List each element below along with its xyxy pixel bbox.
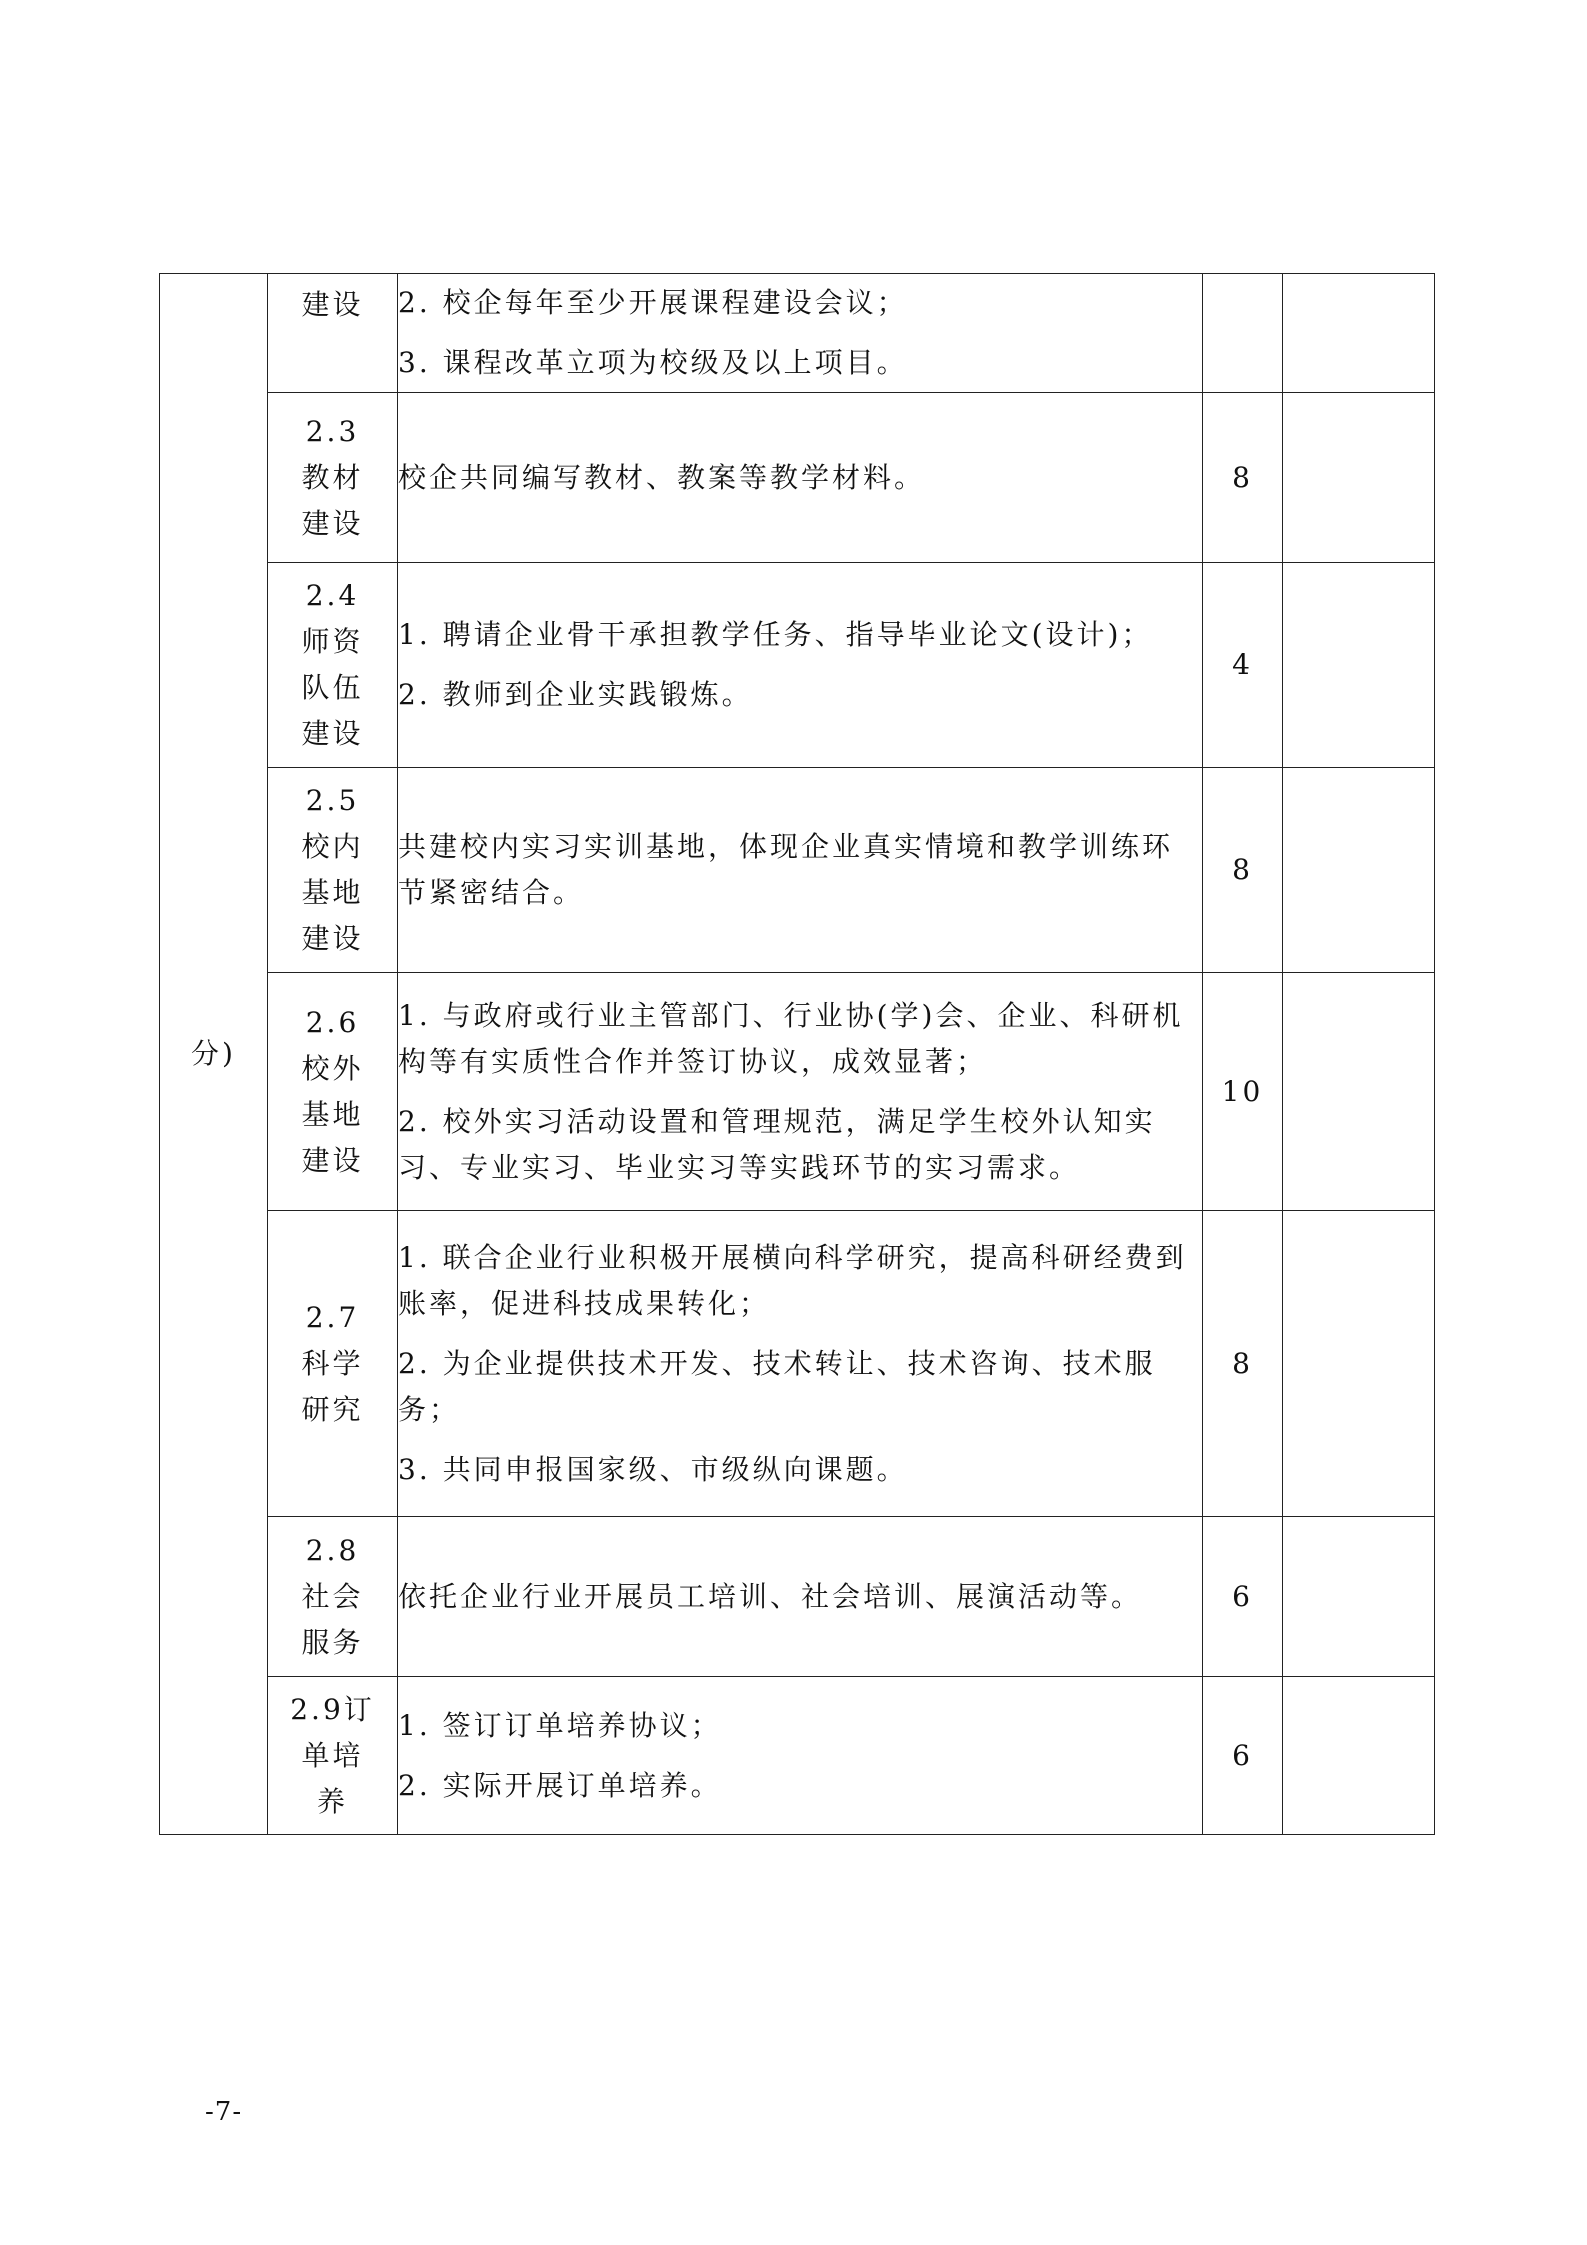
item-name-cell	[268, 1677, 398, 1835]
criteria-item: 3. 共同申报国家级、市级纵向课题。	[398, 1452, 908, 1486]
evaluation-blank-cell	[1283, 274, 1435, 393]
item-name-cell	[268, 1211, 398, 1517]
table-row	[160, 768, 1435, 973]
criteria-item: 3. 课程改革立项为校级及以上项目。	[398, 346, 908, 379]
criteria-cell	[398, 1211, 1203, 1517]
item-name-line: 师资	[301, 625, 364, 658]
score-cell: 10	[1203, 973, 1283, 1211]
table-row	[160, 973, 1435, 1211]
criteria-item: 共建校内实习实训基地，体现企业真实情境和教学训练环节紧密结合。	[398, 830, 1174, 909]
item-name-cell	[268, 563, 398, 768]
criteria-cell	[398, 1517, 1203, 1677]
item-name-line: 2.7	[305, 1300, 360, 1334]
item-name-line: 建设	[301, 922, 364, 955]
score-cell: 8	[1203, 768, 1283, 973]
item-name-line: 2.9订	[290, 1692, 375, 1726]
criteria-cell	[398, 563, 1203, 768]
score-cell: 8	[1203, 393, 1283, 563]
item-name-line: 基地	[301, 1097, 364, 1131]
item-name-line: 建设	[301, 1143, 364, 1177]
table-row	[160, 274, 1435, 393]
evaluation-blank-cell	[1283, 1677, 1435, 1835]
evaluation-blank-cell	[1283, 393, 1435, 563]
item-name-line: 建设	[301, 506, 364, 540]
item-name-line: 服务	[301, 1625, 364, 1659]
criteria-item: 2. 为企业提供技术开发、技术转让、技术咨询、技术服务；	[398, 1346, 1156, 1426]
item-name-line: 2.8	[305, 1533, 360, 1567]
item-name-line: 教材	[301, 460, 364, 494]
item-name-line: 队伍	[301, 671, 364, 704]
item-name-line: 基地	[301, 876, 364, 909]
criteria-item: 2. 实际开展订单培养。	[398, 1768, 722, 1802]
score-cell: 6	[1203, 1677, 1283, 1835]
item-name-line: 建设	[301, 288, 364, 321]
criteria-item: 依托企业行业开展员工培训、社会培训、展演活动等。	[398, 1579, 1143, 1613]
criteria-cell	[398, 1677, 1203, 1835]
score-cell: 4	[1203, 563, 1283, 768]
criteria-item: 1. 聘请企业骨干承担教学任务、指导毕业论文(设计)；	[398, 618, 1153, 651]
evaluation-table	[159, 273, 1435, 1835]
criteria-item: 校企共同编写教材、教案等教学材料。	[398, 460, 926, 494]
table-row	[160, 1211, 1435, 1517]
criteria-item: 2. 校企每年至少开展课程建设会议；	[398, 286, 908, 319]
criteria-item: 1. 签订订单培养协议；	[398, 1708, 722, 1742]
item-name-cell	[268, 274, 398, 393]
item-name-line: 建设	[301, 717, 364, 750]
score-cell: 6	[1203, 1517, 1283, 1677]
criteria-item: 1. 联合企业行业积极开展横向科学研究，提高科研经费到账率，促进科技成果转化；	[398, 1240, 1187, 1320]
item-name-line: 2.3	[305, 414, 360, 448]
criteria-cell	[398, 274, 1203, 393]
score-cell	[1203, 274, 1283, 393]
item-name-line: 科学	[301, 1346, 364, 1380]
item-name-cell	[268, 973, 398, 1211]
item-name-line: 2.4	[305, 579, 360, 612]
criteria-cell	[398, 768, 1203, 973]
page-number: -7-	[205, 2097, 243, 2127]
score-cell: 8	[1203, 1211, 1283, 1517]
item-name-line: 2.6	[305, 1005, 360, 1039]
item-name-line: 单培	[301, 1738, 364, 1772]
item-name-cell	[268, 768, 398, 973]
item-name-cell	[268, 393, 398, 563]
criteria-cell	[398, 973, 1203, 1211]
table-row	[160, 1677, 1435, 1835]
item-name-line: 社会	[301, 1579, 364, 1613]
item-name-line: 研究	[301, 1392, 364, 1426]
item-name-line: 校内	[301, 830, 364, 863]
evaluation-blank-cell	[1283, 563, 1435, 768]
evaluation-blank-cell	[1283, 973, 1435, 1211]
item-name-line: 校外	[301, 1051, 364, 1085]
item-name-line: 养	[316, 1784, 348, 1818]
criteria-item: 2. 教师到企业实践锻炼。	[398, 678, 753, 711]
category-cell: 分)	[160, 274, 268, 1835]
evaluation-table-body	[160, 274, 1435, 1835]
criteria-item: 1. 与政府或行业主管部门、行业协(学)会、企业、科研机构等有实质性合作并签订协议，成效显著；	[398, 998, 1184, 1078]
table-row	[160, 393, 1435, 563]
criteria-item: 2. 校外实习活动设置和管理规范，满足学生校外认知实习、专业实习、毕业实习等实践环节的实习需求。	[398, 1104, 1156, 1184]
item-name-line: 2.5	[305, 784, 360, 817]
evaluation-blank-cell	[1283, 768, 1435, 973]
table-row	[160, 563, 1435, 768]
item-name-cell	[268, 1517, 398, 1677]
criteria-cell	[398, 393, 1203, 563]
table-row	[160, 1517, 1435, 1677]
evaluation-blank-cell	[1283, 1211, 1435, 1517]
evaluation-blank-cell	[1283, 1517, 1435, 1677]
